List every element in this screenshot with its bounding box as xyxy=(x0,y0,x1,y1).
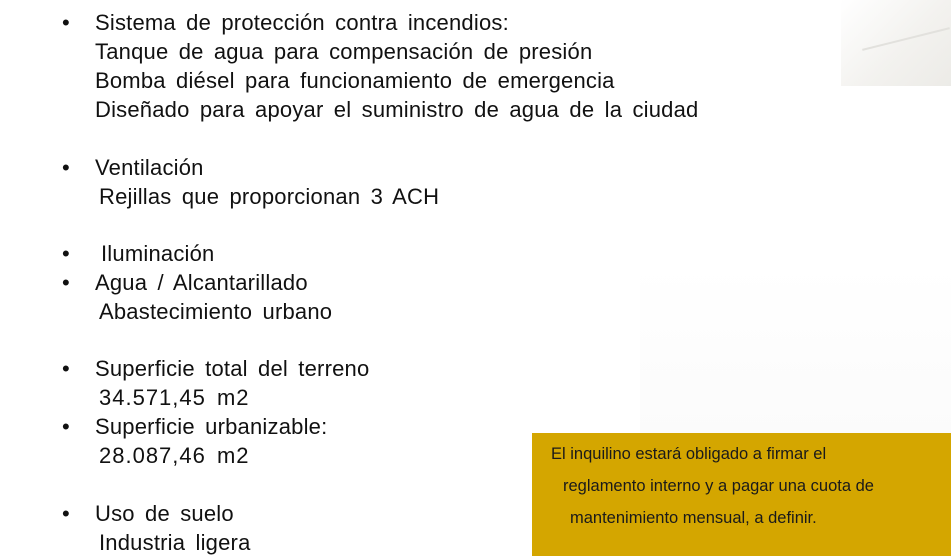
bullet-water: • xyxy=(62,270,70,295)
bullet-lighting: • xyxy=(62,241,70,266)
bullet-buildable-area: • xyxy=(62,414,70,439)
buildable-area-value: 28.087,46 m2 xyxy=(99,443,250,468)
lighting-title: Iluminación xyxy=(101,241,215,266)
water-title: Agua / Alcantarillado xyxy=(95,270,308,295)
fire-line-3: Diseñado para apoyar el suministro de agua de la ciudad xyxy=(95,97,699,122)
land-use-value: Industria ligera xyxy=(99,530,251,555)
background-fade xyxy=(640,265,951,435)
total-area-title: Superficie total del terreno xyxy=(95,356,370,381)
buildable-area-title: Superficie urbanizable: xyxy=(95,414,328,439)
total-area-value: 34.571,45 m2 xyxy=(99,385,250,410)
bullet-land-use: • xyxy=(62,501,70,526)
fire-title: Sistema de protección contra incendios: xyxy=(95,10,509,35)
land-use-title: Uso de suelo xyxy=(95,501,234,526)
note-line-3: mantenimiento mensual, a definir. xyxy=(570,509,817,527)
ventilation-line-1: Rejillas que proporcionan 3 ACH xyxy=(99,184,440,209)
note-line-2: reglamento interno y a pagar una cuota de xyxy=(563,477,874,495)
tenant-note-box xyxy=(532,433,951,556)
fire-line-2: Bomba diésel para funcionamiento de emergencia xyxy=(95,68,615,93)
fire-line-1: Tanque de agua para compensación de presión xyxy=(95,39,593,64)
bullet-ventilation: • xyxy=(62,155,70,180)
ventilation-title: Ventilación xyxy=(95,155,204,180)
bullet-total-area: • xyxy=(62,356,70,381)
corner-decoration xyxy=(841,0,951,86)
note-line-1: El inquilino estará obligado a firmar el xyxy=(551,445,827,463)
bullet-fire: • xyxy=(62,10,70,35)
water-line-1: Abastecimiento urbano xyxy=(99,299,333,324)
